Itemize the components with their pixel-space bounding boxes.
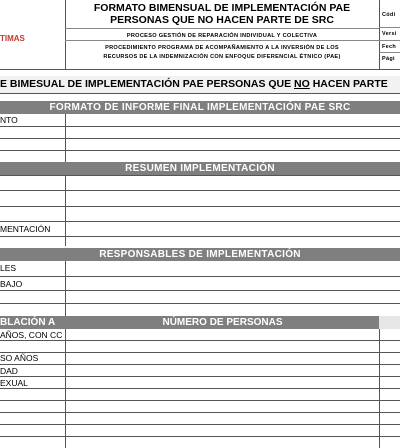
- logo-text: TIMAS: [0, 34, 25, 43]
- section-numero-personas: NÚMERO DE PERSONAS: [162, 317, 283, 328]
- banner-underlined: NO: [294, 78, 310, 90]
- row-label-bajo: BAJO: [0, 279, 23, 289]
- section-resumen: RESUMEN IMPLEMENTACIÓN: [0, 162, 400, 175]
- section-poblacion-header: [0, 316, 400, 329]
- procedure-line-2: RECURSOS DE LA INDEMNIZACIÓN CON ENFOQUE DIFERENCIAL ÉTNICO (PAE): [103, 54, 341, 60]
- document-title: [66, 2, 378, 26]
- row-label-so-anos: SO AÑOS: [0, 353, 39, 363]
- row-label-sexual: EXUAL: [0, 378, 28, 388]
- title-line-1: FORMATO BIMENSUAL DE IMPLEMENTACIÓN PAE: [93, 2, 351, 14]
- section-poblacion: BLACIÓN A: [0, 317, 56, 328]
- row-label-mentacion: MENTACIÓN: [0, 224, 51, 234]
- row-label-les: LES: [0, 263, 17, 273]
- document-header: [0, 0, 400, 70]
- process-name: PROCESO GESTIÓN DE REPARACIÓN INDIVIDUAL Y COLECTIVA: [126, 33, 318, 39]
- row-label-dad: DAD: [0, 366, 18, 376]
- date-label: Fech: [382, 44, 397, 50]
- procedure-name: [66, 44, 378, 62]
- title-line-2: PERSONAS QUE NO HACEN PARTE DE SRC: [110, 14, 334, 26]
- section-informe-final: FORMATO DE INFORME FINAL IMPLEMENTACIÓN PAE SRC: [0, 101, 400, 114]
- section-responsables: RESPONSABLES DE IMPLEMENTACIÓN: [0, 248, 400, 261]
- code-label: Códi: [382, 12, 396, 18]
- row-label-anos-con: AÑOS, CON CC: [0, 330, 63, 340]
- page-label: Pági: [382, 56, 395, 62]
- banner-prefix: E BIMESUAL DE IMPLEMENTACIÓN PAE PERSONAS QUE: [0, 78, 295, 90]
- version-label: Versi: [382, 31, 397, 37]
- procedure-line-1: PROCEDIMIENTO PROGRAMA DE ACOMPAÑAMIENTO A LA INVERSIÓN DE LOS: [105, 45, 339, 51]
- report-banner: [0, 76, 400, 93]
- row-label-nto: NTO: [0, 115, 18, 125]
- banner-suffix: HACEN PARTE: [309, 78, 388, 90]
- logo: [0, 28, 40, 42]
